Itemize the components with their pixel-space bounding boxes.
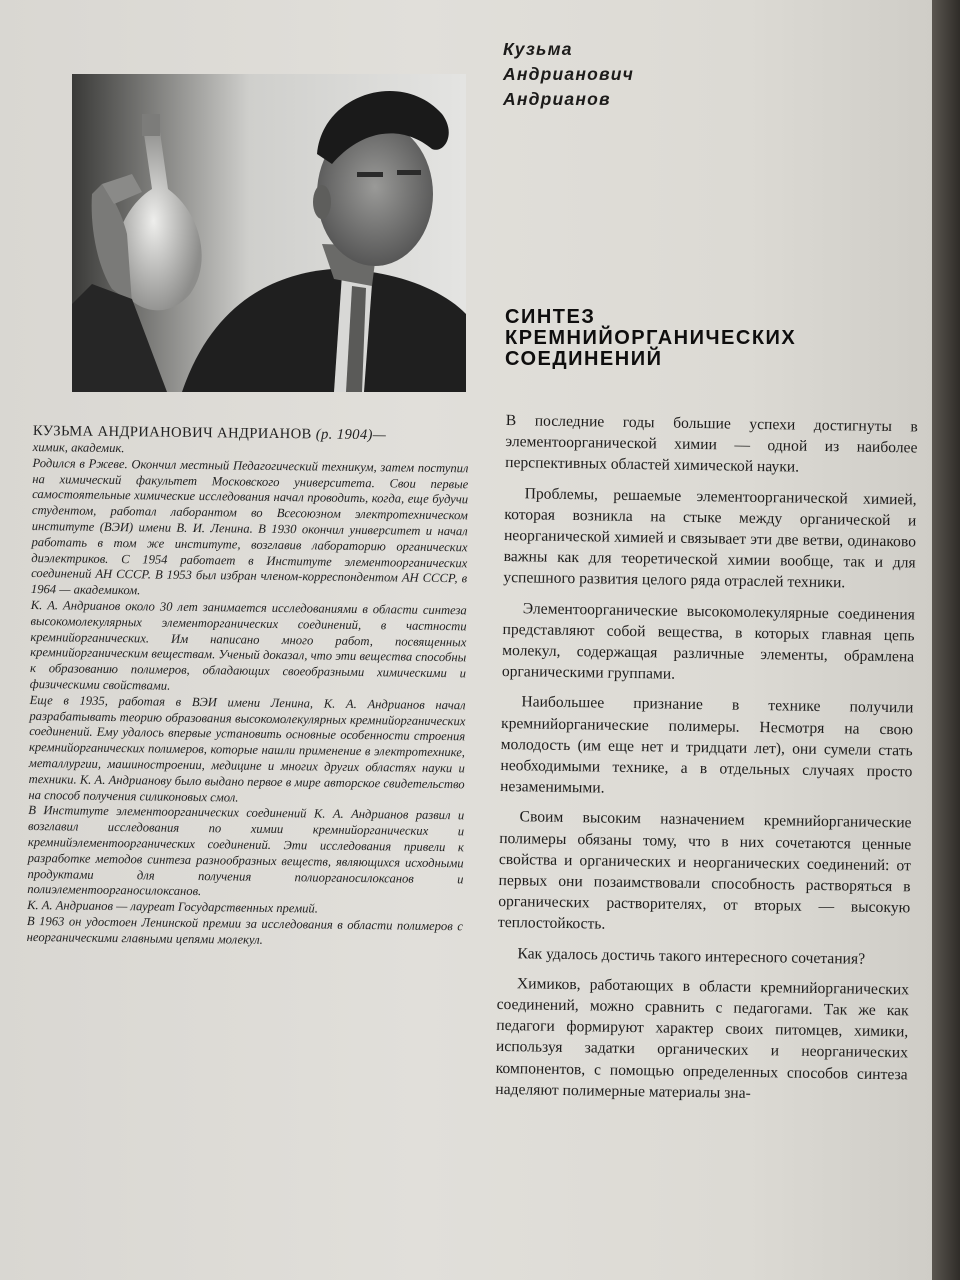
biography-paragraph: Еще в 1935, работая в ВЭИ имени Ленина, К. А. Андрианов начал разрабатывать теорию образования высокомолекулярных кремнийорганических соединений. Ему удалось впервые установить основные особенности строения кремнийорганических полимеров, которые нашли применение в электротехнике, металлургии, машиностроении, медицине и многих других областях науки и техники. К. А. Андрианову было выдано первое в мире авторское свидетельство на способ получения силиконовых смол. [28, 692, 466, 805]
biography-paragraph: К. А. Андрианов — лауреат Государственных премий. [27, 898, 318, 916]
biography-block [27, 423, 469, 951]
biography-paragraph: В 1963 он удостоен Ленинской премии за исследования в области полимеров с неорганическими главными цепями молекул. [26, 913, 463, 947]
biography-name: КУЗЬМА АНДРИАНОВИЧ АНДРИАНОВ [32, 423, 312, 443]
article-title-line-2: КРЕМНИЙОРГАНИЧЕСКИХ [505, 327, 797, 349]
article-title [505, 307, 796, 370]
article-paragraph: Элементоорганические высокомолекулярные соединения представляют собой вещества, в которых главная цепь молекул, содержащая различные элементы, обрамлена органическими группами. [501, 599, 915, 683]
article-title-line-1: СИНТЕЗ [505, 306, 596, 328]
author-first-name: Кузьма [503, 39, 573, 59]
biography-paragraph: Родился в Ржеве. Окончил местный Педагогический техникум, затем поступил на химический факультет Московского университета. Свои первые самостоятельные химические исследования начал проводить, когда, еще будучи студентом, работал лаборантом во Всесоюзном электротехническом институте (ВЭИ) имени В. И. Ленина. В 1930 окончил университет и начал работать в том же институте, возглавив лабораторию органических диэлектриков. С 1954 работает в Институте элементоорганических соединений АН СССР. В 1953 был избран членом-корреспондентом АН СССР, в 1964 — академиком. [30, 455, 469, 598]
article-paragraph: Химиков, работающих в области кремнийорганических соединений, можно сравнить с педагогами. Так же как педагоги формируют характер своих питомцев, химики, используя задатки органических и неорганических компонентов, с помощью определенных способов синтеза наделяют полимерные материалы зна- [495, 975, 910, 1102]
article-title-line-3: СОЕДИНЕНИЙ [505, 348, 663, 370]
biography-paragraph: К. А. Андрианов около 30 лет занимается исследованиями в области синтеза высокомолекулярных элементорганических соединений, в частности кремнийорганических. Им написано много работ, посвященных кремнийорганическим веществам. Ученый доказал, что эти вещества способны к образованию полимеров, обладающих своеобразными химическими и физическими свойствами. [29, 597, 467, 693]
article-paragraph: Проблемы, решаемые элементоорганической химией, которая возникла на стыке между органической и неорганической химией и связывает эти две ветви, одинаково важны как для теоретической химии вообще, так и для успешного развития целого ряда отраслей техники. [503, 484, 917, 592]
author-heading [503, 37, 634, 112]
biography-paragraph: В Институте элементоорганических соединений К. А. Андрианов развил и возглавил исследования по химии кремнийорганических и кремнийэлементоорганических соединений. Эти исследования привели к разработке методов синтеза разнообразных веществ, являющихся исходными продуктами для получения полиорганосилоксанов и полиэлементоорганосилоксанов. [27, 803, 465, 899]
article-paragraph: Наибольшее признание в технике получили кремнийорганические полимеры. Несмотря на свою молодость (им еще нет и тридцати лет), они сумели стать необходимыми технике, а в отдельных случаях просто незаменимыми. [499, 693, 914, 797]
biography-years: (р. 1904)— [315, 426, 387, 444]
article-paragraph: В последние годы большие успехи достигнуты в элементоорганической химии — одной из наиболее перспективных областей химической науки. [505, 411, 918, 477]
portrait-photo [72, 74, 466, 392]
article-paragraph: Как удалось достичь такого интересного сочетания? [517, 944, 866, 968]
article-body [495, 410, 918, 1115]
biography-role: химик, академик. [32, 439, 125, 456]
author-patronymic: Андрианович [503, 64, 635, 84]
portrait-image [72, 74, 466, 392]
adjacent-page-edge [932, 0, 960, 1280]
author-last-name: Андрианов [503, 89, 611, 109]
article-paragraph: Своим высоким назначением кремнийорганические полимеры обязаны тому, что в них сочетаются ценные свойства и органических и неорганических соединений: от первых они позаимствовали способность растворяться в органических растворителях, от вторых — высокую теплостойкость. [497, 808, 912, 934]
